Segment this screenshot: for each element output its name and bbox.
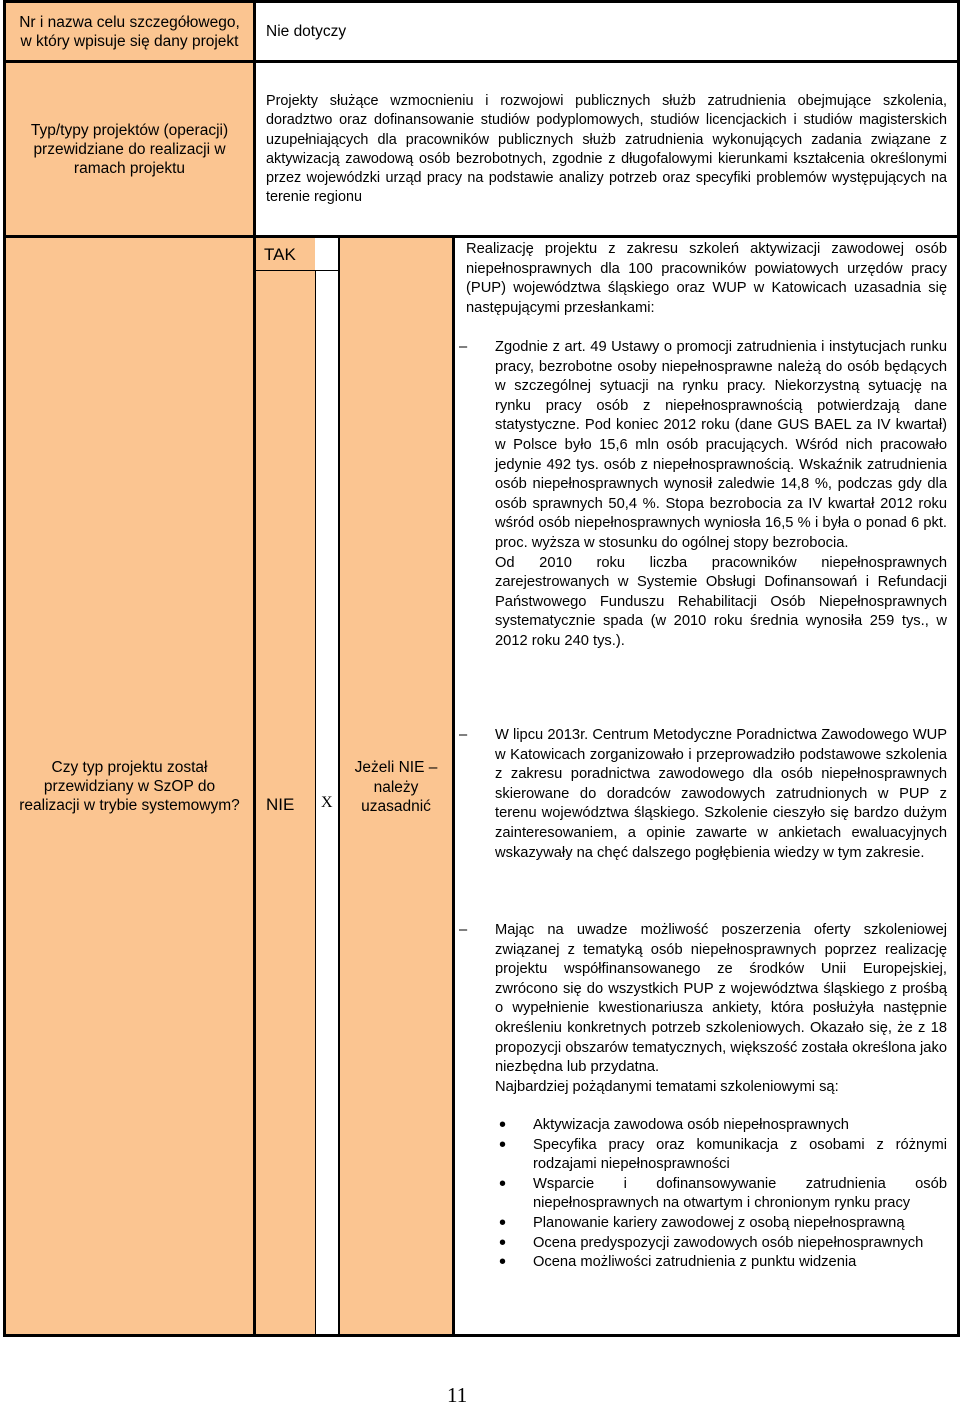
item1-dash: – xyxy=(459,339,468,355)
item2-paragraph: W lipcu 2013r. Centrum Metodyczne Poradnictwa Zawodowego WUP w Katowicach zorganizowało i przeprowadziło podstawowe szkolenia z zakresu poradnictwa zawodowego dla osób niepełnosprawnych skierowane do doradców zawodowych zatrudnionych w PUP z terenu województwa śląskiego. Szkolenie cieszyło się bardzo dużym zainteresowaniem, a opinie zawarte w ankietach ewaluacyjnych wskazywały na chęć dalszego pogłębienia wiedzy w tym zakresie. xyxy=(495,727,947,861)
item2-text xyxy=(495,726,947,863)
item3-dash: – xyxy=(459,922,468,938)
row2-label: Typ/typy projektów (operacji) przewidziane do realizacji w ramach projektu xyxy=(30,121,229,177)
item1-paragraph-2: Od 2010 roku liczba pracowników niepełnosprawnych zarejestrowanych w Systemie Obsługi Dofinansowań i Refundacji Państwowego Funduszu Rehabilitacji Osób Niepełnosprawnych systematycznie spada (w 2010 roku średnia wynosiła 259 tys., w 2012 roku 240 tys.). xyxy=(495,554,947,649)
intro-text: Realizację projektu z zakresu szkoleń aktywizacji zawodowej osób niepełnosprawnych dla 100 pracowników powiatowych urzędów pracy (PUP) województwa śląskiego oraz WUP w Katowicach uzasadnia się następującymi przesłankami: xyxy=(466,241,947,316)
list-item: • Ocena możliwości zatrudnienia z punktu widzenia xyxy=(495,1253,947,1273)
list-item: • Ocena predyspozycji zawodowych osób niepełnosprawnych xyxy=(495,1234,947,1254)
row1-value: Nie dotyczy xyxy=(266,22,347,40)
topics-intro: Najbardziej pożądanymi tematami szkoleniowymi są: xyxy=(495,1078,839,1095)
row1-value-cell xyxy=(266,3,956,60)
row3-label: Czy typ projektu został przewidziany w SzOP do realizacji w trybie systemowym? xyxy=(19,758,240,814)
tak-label: TAK xyxy=(264,245,296,264)
list-item: • Wsparcie i dofinansowywanie zatrudnienia osób niepełnosprawnych na otwartym i chronionym rynku pracy xyxy=(495,1175,947,1214)
row3-label-cell xyxy=(6,238,253,1334)
jezeli-text: Jeżeli NIE – należy uzasadnić xyxy=(354,759,438,815)
nie-label: NIE xyxy=(266,795,295,814)
list-item: • Specyfika pracy oraz komunikacja z osobami z różnymi rodzajami niepełnosprawności xyxy=(495,1136,947,1175)
row1-label-cell xyxy=(6,3,253,60)
row2-value: Projekty służące wzmocnieniu i rozwojowi publicznych służb zatrudnienia obejmujące szkolenia, doradztwo oraz dofinansowanie studiów podyplomowych, studiów licencjackich i studiów magisterskich uzupełniających dla pracowników publicznych służb zatrudnienia wykonujących zadania związane z aktywizacją zawodową osób bezrobotnych, zgodnie z długofalowymi kierunkami kształcenia określonymi przez wojewódzki urząd pracy na podstawie analizy potrzeb oraz specyfiki problemów występujących na terenie regionu xyxy=(266,93,947,206)
row2-value-cell xyxy=(266,92,947,208)
jezeli-label xyxy=(340,758,452,817)
item1-text xyxy=(495,338,947,652)
divider-horizontal xyxy=(3,60,960,63)
item3-text xyxy=(495,921,947,1097)
item2-dash: – xyxy=(459,727,468,743)
divider-vertical xyxy=(315,271,316,1337)
divider-horizontal xyxy=(3,235,960,238)
list-item: • Aktywizacja zawodowa osób niepełnosprawnych xyxy=(495,1116,947,1136)
row1-label: Nr i nazwa celu szczegółowego, w który wpisuje się dany projekt xyxy=(19,13,240,50)
divider-vertical xyxy=(452,238,455,1337)
tak-nie-cell xyxy=(256,238,315,1334)
divider-vertical xyxy=(253,0,256,1337)
item3-paragraph: Mając na uwadze możliwość poszerzenia oferty szkoleniowej związanej z tematyką osób niepełnosprawnych poprzez realizację projektu współfinansowanego ze środków Unii Europejskiej, zwrócono się do wszystkich PUP z województwa śląskiego z prośbą o wypełnienie kwestionariusza ankiety, która posłużyła następnie określeniu konkretnych potrzeb szkoleniowych. Okazało się, że z 18 propozycji obszarów tematycznych, większość została określona jako niezbędna lub przydatna. xyxy=(495,922,947,1076)
list-item: • Planowanie kariery zawodowej z osobą niepełnosprawną xyxy=(495,1214,947,1234)
intro-paragraph xyxy=(466,240,947,318)
row2-label-cell xyxy=(6,63,253,235)
topics-list xyxy=(495,1116,947,1273)
divider-horizontal xyxy=(256,270,339,271)
item1-paragraph-1: Zgodnie z art. 49 Ustawy o promocji zatrudnienia i instytucjach runku pracy, bezrobotne osoby niepełnosprawne należą do osób będących w szczególnej sytuacji na rynku pracy. Niekorzystną sytuację na rynku pracy osób z niepełnosprawnością potwierdzają dane statystyczne. Pod koniec 2012 roku (dane GUS BAEL za IV kwartał) w Polsce było 15,6 mln osób pracujących. Wśród nich pracowało jedynie 492 tys. osób z niepełnosprawnością. Wskaźnik zatrudnienia osób niepełnosprawnych wynosił zaledwie 14,8 %, podczas gdy dla osób sprawnych 50,4 %. Stopa bezrobocia za IV kwartał 2012 roku wśród osób niepełnosprawnych wyniosła 16,5 % i była o ponad 6 pkt. proc. wyższa w stosunku do ogólnej stopy bezrobocia. xyxy=(495,339,947,551)
nie-checkbox-mark: X xyxy=(321,794,333,811)
page-number: 11 xyxy=(447,1383,468,1407)
